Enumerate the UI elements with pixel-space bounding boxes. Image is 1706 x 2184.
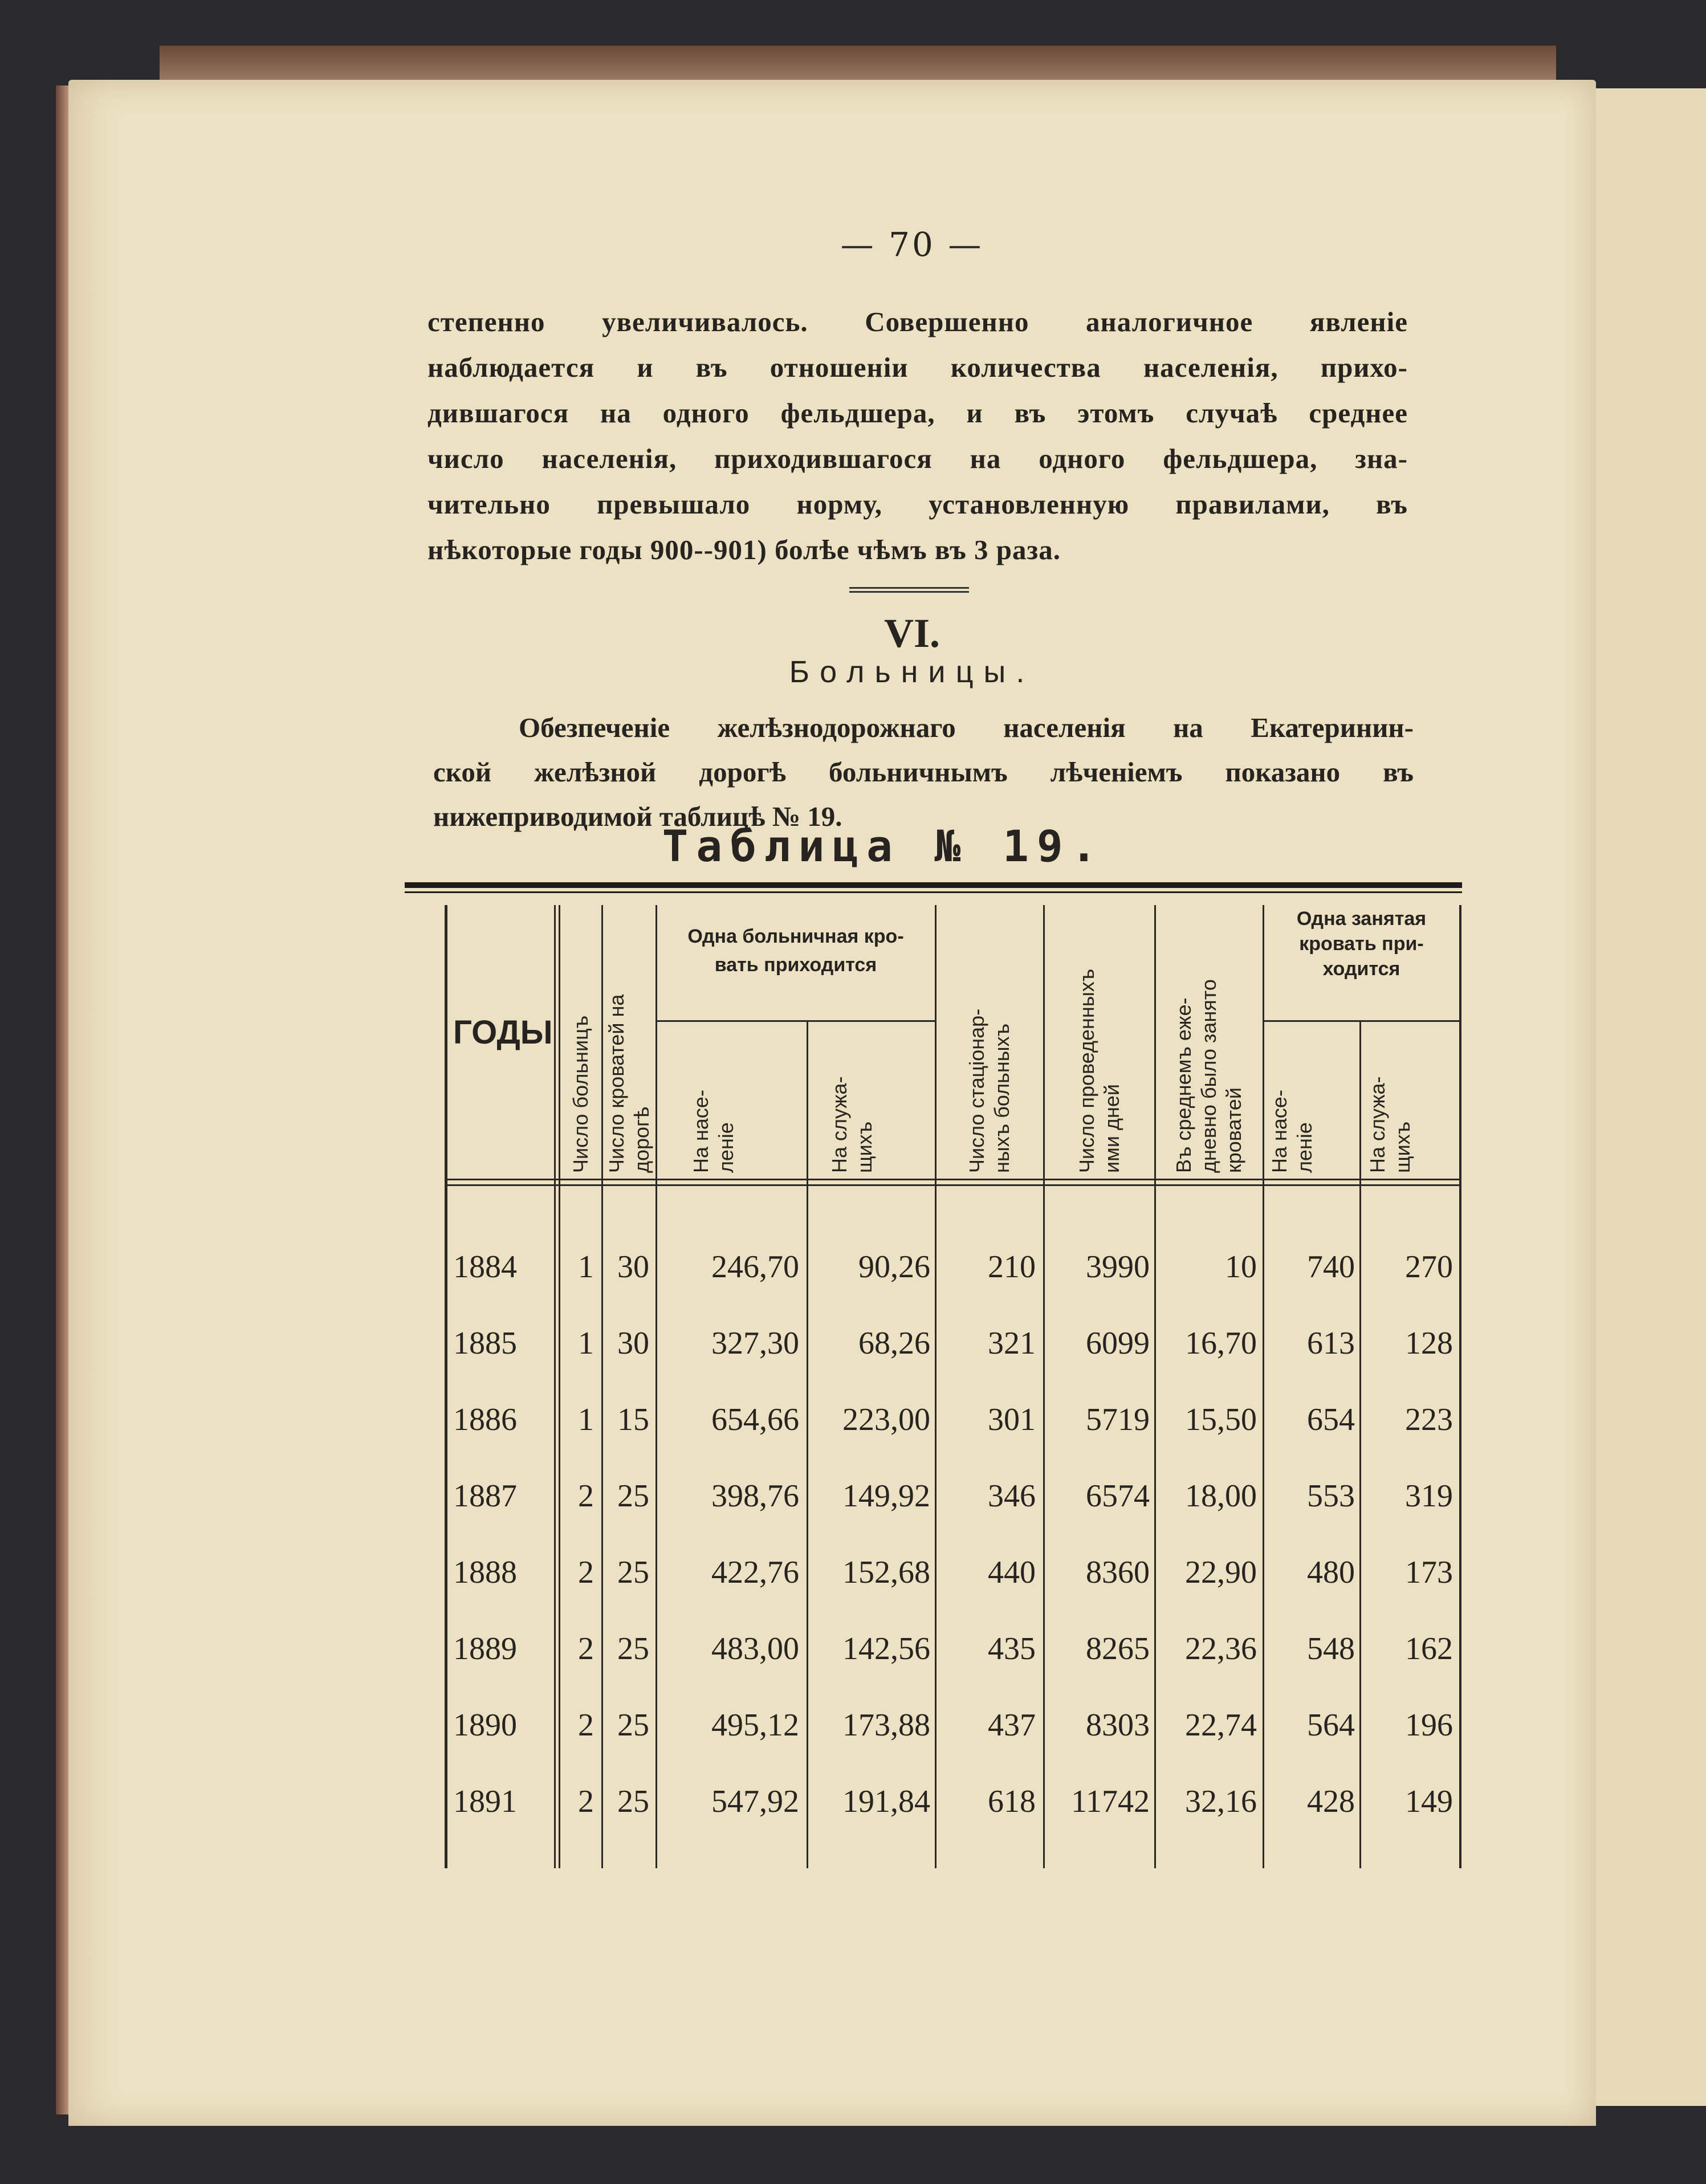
cell-year: 1885 <box>453 1326 517 1361</box>
paragraph-line: чительно превышало норму, установленную правилами, въ <box>427 488 1408 520</box>
cell-hospitals: 2 <box>578 1784 594 1819</box>
table-row <box>405 1321 1462 1366</box>
cell-occ-per-population: 654 <box>1307 1402 1355 1437</box>
cell-beds: 25 <box>617 1784 649 1819</box>
table-row <box>405 1702 1462 1748</box>
cell-year: 1888 <box>453 1555 517 1590</box>
cell-avg-daily: 22,74 <box>1185 1708 1257 1743</box>
next-page-edge <box>1579 88 1706 2106</box>
paragraph-line: наблюдается и въ отношеніи количества населенія, прихо- <box>427 352 1408 383</box>
cell-per-population: 547,92 <box>711 1784 799 1819</box>
cell-days: 6099 <box>1086 1326 1150 1361</box>
cell-inpatients: 346 <box>988 1478 1036 1514</box>
cell-year: 1889 <box>453 1631 517 1666</box>
cell-days: 8360 <box>1086 1555 1150 1590</box>
cell-occ-per-population: 613 <box>1307 1326 1355 1361</box>
table-row <box>405 1550 1462 1595</box>
cell-per-population: 495,12 <box>711 1708 799 1743</box>
paragraph-line: нѣкоторые годы 900--901) болѣе чѣмъ въ 3 раза. <box>427 534 1061 565</box>
cell-beds: 25 <box>617 1478 649 1514</box>
cell-occ-per-population: 428 <box>1307 1784 1355 1819</box>
cell-days: 3990 <box>1086 1249 1150 1285</box>
cell-inpatients: 618 <box>988 1784 1036 1819</box>
header-per-population: На насе- леніе <box>689 1090 738 1173</box>
cell-per-staff: 191,84 <box>842 1784 930 1819</box>
cell-hospitals: 1 <box>578 1249 594 1285</box>
cell-year: 1887 <box>453 1478 517 1514</box>
group-header-line <box>655 1020 935 1022</box>
header-per-staff: На служа- щихъ <box>828 1076 877 1173</box>
cell-days: 5719 <box>1086 1402 1150 1437</box>
cell-days: 11742 <box>1071 1784 1150 1819</box>
section-divider <box>849 587 969 593</box>
intro-line: ской желѣзной дорогѣ больничнымъ лѣченіемъ показано въ <box>433 756 1414 788</box>
cell-hospitals: 1 <box>578 1402 594 1437</box>
cell-per-staff: 90,26 <box>858 1249 930 1285</box>
header-beds <box>602 905 655 1173</box>
cell-hospitals: 2 <box>578 1708 594 1743</box>
header-hospitals: Число больницъ <box>568 1015 592 1173</box>
header-occupied-group: Одна занятая кровать при- ходится <box>1296 908 1427 980</box>
cell-occ-per-staff: 128 <box>1405 1326 1453 1361</box>
paragraph-line: дившагося на одного фельдшера, и въ этомъ случаѣ среднее <box>427 397 1408 429</box>
header-occ-per-population: На насе- леніе <box>1268 1090 1317 1173</box>
cell-per-staff: 149,92 <box>842 1478 930 1514</box>
cell-per-staff: 152,68 <box>842 1555 930 1590</box>
header-occ-per-staff: На служа- щихъ <box>1365 1076 1414 1173</box>
cell-year: 1886 <box>453 1402 517 1437</box>
cell-beds: 25 <box>617 1555 649 1590</box>
cell-year: 1890 <box>453 1708 517 1743</box>
cell-occ-per-staff: 196 <box>1405 1708 1453 1743</box>
cell-beds: 30 <box>617 1249 649 1285</box>
cell-per-staff: 68,26 <box>858 1326 930 1361</box>
page-number: — 70 — <box>840 225 984 264</box>
cell-per-population: 327,30 <box>711 1326 799 1361</box>
table-row <box>405 1779 1462 1824</box>
cell-inpatients: 440 <box>988 1555 1036 1590</box>
intro-paragraph <box>433 706 1414 839</box>
cell-beds: 15 <box>617 1402 649 1437</box>
cell-occ-per-population: 553 <box>1307 1478 1355 1514</box>
header-bottom-line <box>445 1184 1459 1186</box>
cell-avg-daily: 10 <box>1225 1249 1257 1285</box>
paragraph-line: число населенія, приходившагося на одного фельдшера, зна- <box>427 443 1408 474</box>
cell-per-population: 654,66 <box>711 1402 799 1437</box>
paragraph <box>427 299 1408 573</box>
cell-occ-per-staff: 223 <box>1405 1402 1453 1437</box>
header-bottom-line <box>445 1179 1459 1180</box>
table-top-rule <box>405 882 1462 888</box>
cell-hospitals: 2 <box>578 1555 594 1590</box>
header-years: ГОДЫ <box>453 1014 553 1051</box>
cell-per-population: 483,00 <box>711 1631 799 1666</box>
cell-occ-per-staff: 173 <box>1405 1555 1453 1590</box>
table-row <box>405 1626 1462 1672</box>
cell-days: 6574 <box>1086 1478 1150 1514</box>
cell-occ-per-staff: 162 <box>1405 1631 1453 1666</box>
table-title: Таблица № 19. <box>662 821 1105 871</box>
cell-inpatients: 437 <box>988 1708 1036 1743</box>
cell-inpatients: 321 <box>988 1326 1036 1361</box>
cell-beds: 25 <box>617 1708 649 1743</box>
cell-occ-per-staff: 270 <box>1405 1249 1453 1285</box>
cell-avg-daily: 22,90 <box>1185 1555 1257 1590</box>
table-top-rule-thin <box>405 891 1462 893</box>
intro-line: нижеприводимой таблицѣ № 19. <box>433 801 842 832</box>
header-beds-line: дорогѣ <box>629 1106 653 1173</box>
table-row <box>405 1397 1462 1443</box>
table-row <box>405 1473 1462 1519</box>
cell-avg-daily: 22,36 <box>1185 1631 1257 1666</box>
header-inpatients: Число стаціонар- ныхъ больныхъ <box>965 1008 1013 1173</box>
cell-days: 8265 <box>1086 1631 1150 1666</box>
cell-occ-per-population: 564 <box>1307 1708 1355 1743</box>
header-avg-daily: Въ среднемъ еже- дневно было занято кроватей <box>1172 979 1245 1173</box>
cell-per-staff: 173,88 <box>842 1708 930 1743</box>
cell-beds: 30 <box>617 1326 649 1361</box>
section-number: VI. <box>883 610 940 656</box>
cell-year: 1884 <box>453 1249 517 1285</box>
cell-occ-per-staff: 319 <box>1405 1478 1453 1514</box>
cell-hospitals: 2 <box>578 1631 594 1666</box>
cell-avg-daily: 15,50 <box>1185 1402 1257 1437</box>
hospital-table <box>405 882 1462 1868</box>
cell-per-population: 398,76 <box>711 1478 799 1514</box>
cell-occ-per-population: 740 <box>1307 1249 1355 1285</box>
cell-per-staff: 223,00 <box>842 1402 930 1437</box>
cell-inpatients: 435 <box>988 1631 1036 1666</box>
table-row <box>405 1244 1462 1290</box>
cell-avg-daily: 16,70 <box>1185 1326 1257 1361</box>
cell-avg-daily: 32,16 <box>1185 1784 1257 1819</box>
header-one-bed-group: Одна больничная кро- вать приходится <box>687 926 904 976</box>
section-title: Больницы. <box>789 655 1035 689</box>
cell-year: 1891 <box>453 1784 517 1819</box>
cell-beds: 25 <box>617 1631 649 1666</box>
cell-inpatients: 210 <box>988 1249 1036 1285</box>
intro-line: Обезпеченіе желѣзнодорожнаго населенія на Екатеринин- <box>519 712 1414 743</box>
group-header-line <box>1263 1020 1459 1022</box>
cell-hospitals: 1 <box>578 1326 594 1361</box>
cell-days: 8303 <box>1086 1708 1150 1743</box>
cell-per-population: 246,70 <box>711 1249 799 1285</box>
cell-avg-daily: 18,00 <box>1185 1478 1257 1514</box>
cell-occ-per-population: 480 <box>1307 1555 1355 1590</box>
paragraph-line: степенно увеличивалось. Совершенно аналогичное явленіе <box>427 306 1408 337</box>
cell-occ-per-population: 548 <box>1307 1631 1355 1666</box>
header-beds-line: Число кроватей на <box>604 994 628 1173</box>
cell-per-staff: 142,56 <box>842 1631 930 1666</box>
cell-per-population: 422,76 <box>711 1555 799 1590</box>
cell-occ-per-staff: 149 <box>1405 1784 1453 1819</box>
header-days: Число проведенныхъ ими дней <box>1074 968 1123 1173</box>
cell-inpatients: 301 <box>988 1402 1036 1437</box>
cell-hospitals: 2 <box>578 1478 594 1514</box>
